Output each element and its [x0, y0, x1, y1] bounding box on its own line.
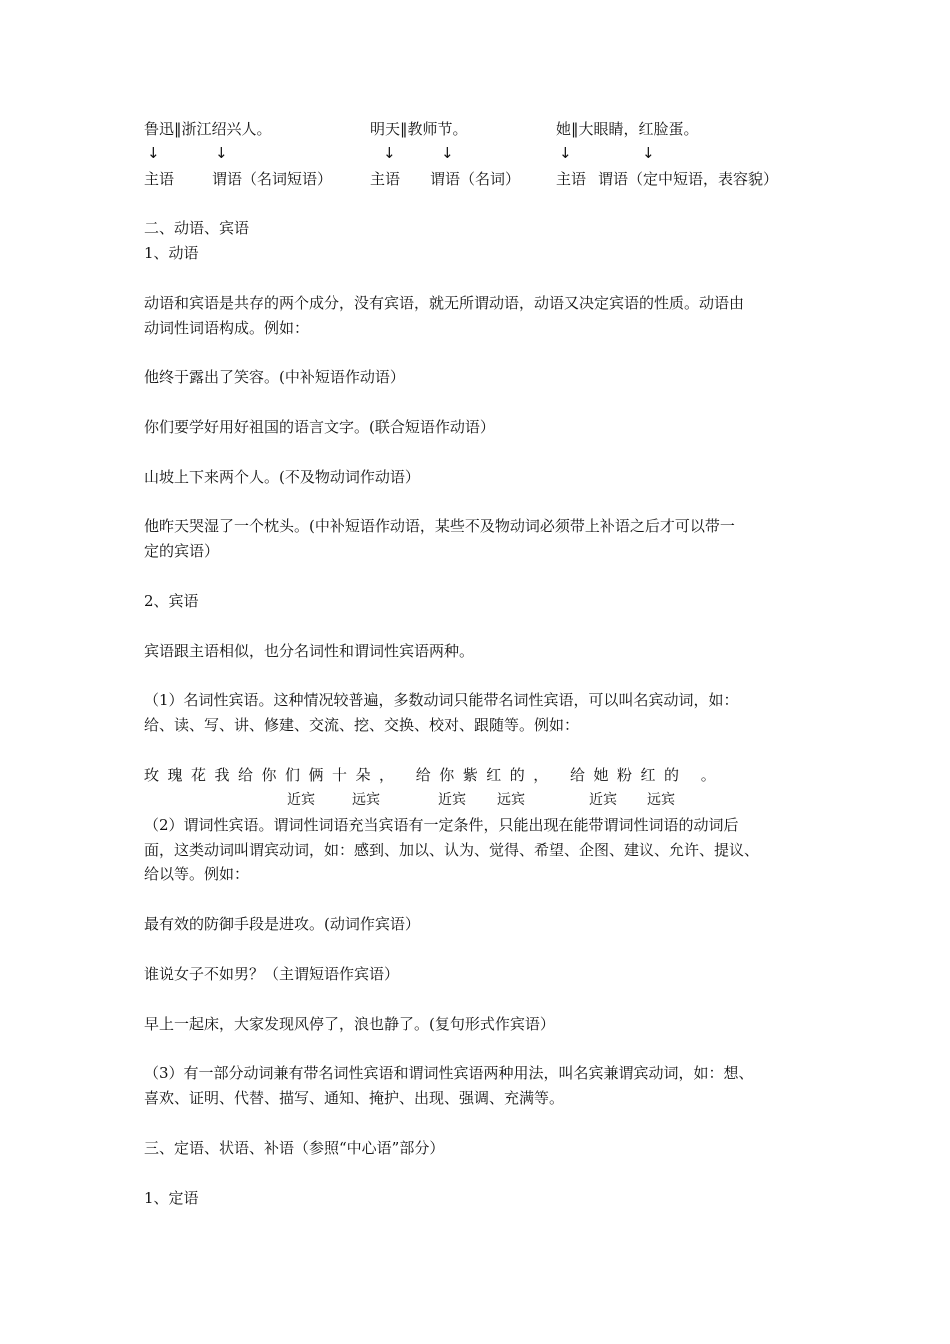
paragraph-line: （1）名词性宾语。这种情况较普遍，多数动词只能带名词性宾语，可以叫名宾动词，如： — [144, 691, 739, 709]
example-rose-sentence: 玫瑰花我给你们俩十朵， 给你紫红的， 给她粉红的 。 — [144, 766, 725, 784]
arrow-down-icon: ↓ — [441, 144, 454, 162]
section-heading: 二、动语、宾语 — [144, 219, 250, 237]
example-sentence-3: 她‖大眼睛，红脸蛋。 — [556, 120, 699, 138]
paragraph-line: 喜欢、证明、代替、描写、通知、掩护、出现、强调、充满等。 — [144, 1089, 565, 1107]
subsection-heading: 1、定语 — [144, 1189, 199, 1207]
paragraph-line: 动词性词语构成。例如： — [144, 319, 310, 337]
paragraph-line: 给以等。例如： — [144, 865, 250, 883]
section-heading: 三、定语、状语、补语（参照“中心语”部分） — [144, 1139, 445, 1157]
arrow-down-icon: ↓ — [383, 144, 396, 162]
subsection-heading: 2、宾语 — [144, 592, 199, 610]
predicate-label-3: 谓语（定中短语，表容貌） — [598, 170, 779, 188]
arrow-down-icon: ↓ — [642, 144, 655, 162]
paragraph-line: （2）谓词性宾语。谓词性词语充当宾语有一定条件，只能出现在能带谓词性词语的动词后 — [144, 816, 739, 834]
arrow-down-icon: ↓ — [559, 144, 572, 162]
example-line: 你们要学好用好祖国的语言文字。(联合短语作动语） — [144, 418, 495, 436]
far-object-label: 远宾 — [497, 792, 525, 808]
paragraph-line: 给、读、写、讲、修建、交流、挖、交换、校对、跟随等。例如： — [144, 716, 580, 734]
paragraph-line: 动语和宾语是共存的两个成分，没有宾语，就无所谓动语，动语又决定宾语的性质。动语由 — [144, 294, 745, 312]
paragraph-line: 宾语跟主语相似，也分名词性和谓词性宾语两种。 — [144, 642, 475, 660]
paragraph-line: 面，这类动词叫谓宾动词，如：感到、加以、认为、觉得、希望、企图、建议、允许、提议、 — [144, 841, 760, 859]
subsection-heading: 1、动语 — [144, 244, 199, 262]
arrow-down-icon: ↓ — [147, 144, 160, 162]
arrow-down-icon: ↓ — [215, 144, 228, 162]
subject-label-3: 主语 — [556, 170, 587, 188]
far-object-label: 远宾 — [352, 792, 380, 808]
example-line: 最有效的防御手段是进攻。(动词作宾语） — [144, 915, 420, 933]
subject-label-2: 主语 — [370, 170, 401, 188]
far-object-label: 远宾 — [647, 792, 675, 808]
near-object-label: 近宾 — [438, 792, 466, 808]
example-line: 他终于露出了笑容。(中补短语作动语） — [144, 368, 405, 386]
near-object-label: 近宾 — [287, 792, 315, 808]
example-line: 早上一起床，大家发现风停了，浪也静了。(复句形式作宾语） — [144, 1015, 555, 1033]
predicate-label-1: 谓语（名词短语） — [212, 170, 333, 188]
example-line: 定的宾语） — [144, 542, 220, 560]
example-sentence-1: 鲁迅‖浙江绍兴人。 — [144, 120, 272, 138]
near-object-label: 近宾 — [589, 792, 617, 808]
example-line: 山坡上下来两个人。(不及物动词作动语） — [144, 468, 420, 486]
predicate-label-2: 谓语（名词） — [430, 170, 521, 188]
example-line: 他昨天哭湿了一个枕头。(中补短语作动语，某些不及物动词必须带上补语之后才可以带一 — [144, 517, 735, 535]
subject-label-1: 主语 — [144, 170, 175, 188]
example-sentence-2: 明天‖教师节。 — [370, 120, 468, 138]
paragraph-line: （3）有一部分动词兼有带名词性宾语和谓词性宾语两种用法，叫名宾兼谓宾动词，如：想、 — [144, 1064, 754, 1082]
example-line: 谁说女子不如男？（主谓短语作宾语） — [144, 965, 400, 983]
